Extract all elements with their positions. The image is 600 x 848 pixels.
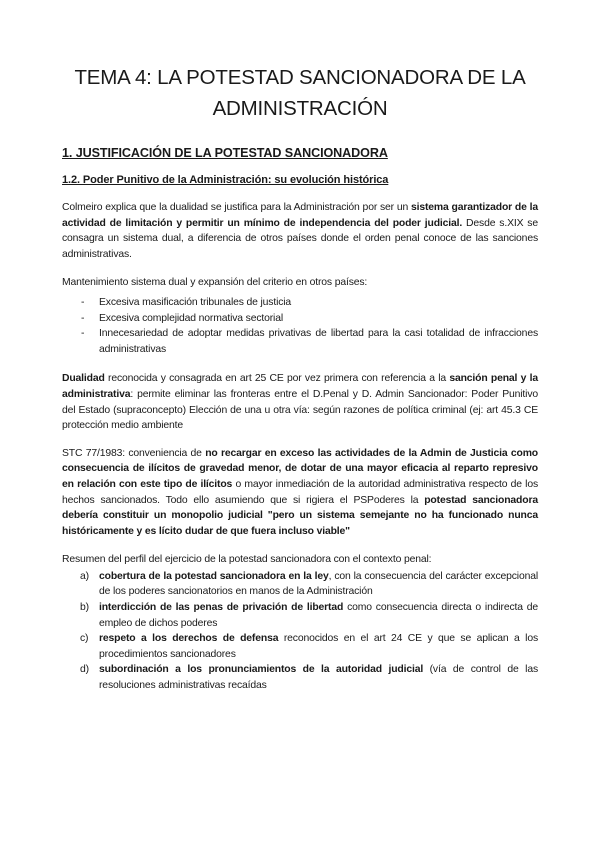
bold-text: potestad sancionadora debería constituir un monopolio judicial "pero un sistema semejante no ha funcionado nunca históricamente y es lícito dudar de que fuera incluso viable"	[62, 494, 538, 537]
text: como consecuencia directa o indirecta de empleo de dichos poderes	[99, 602, 538, 629]
dash-marker: -	[81, 312, 85, 324]
paragraph-dualidad	[62, 371, 538, 433]
list-item	[62, 569, 538, 600]
bold-text: no recargar en exceso las actividades de la Admin de Justicia como consecuencia de ilícitos de gravedad menor, de dotar de una mayor eficacia al reparto represivo en relación con este tipo de ilícitos	[62, 447, 538, 490]
bold-text: sanción penal y la administrativa	[62, 373, 538, 400]
bold-text: subordinación a los pronunciamientos de la autoridad judicial	[99, 664, 424, 676]
paragraph-mantenimiento: Mantenimiento sistema dual y expansión del criterio en otros países:	[62, 277, 368, 289]
list-item	[62, 662, 538, 693]
subsection-heading: 1.2. Poder Punitivo de la Administración: su evolución histórica	[62, 174, 389, 186]
list-item	[62, 311, 538, 327]
list-marker: d)	[80, 664, 89, 676]
bold-text: Dualidad	[62, 373, 105, 385]
paragraph-colmeiro	[62, 200, 538, 262]
bold-text: cobertura de la potestad sancionadora en la ley	[99, 570, 329, 582]
page-title: TEMA 4: LA POTESTAD SANCIONADORA DE LA ADMINISTRACIÓN	[74, 66, 526, 120]
lettered-list	[62, 569, 538, 694]
dash-list	[62, 295, 538, 357]
list-item	[62, 295, 538, 311]
list-item	[62, 326, 538, 357]
text: (vía de control de las resoluciones administrativas recaídas	[99, 664, 539, 692]
dash-marker: -	[81, 328, 85, 340]
list-marker: b)	[80, 602, 89, 614]
list-item	[62, 631, 538, 662]
text: reconocidos en el art 24 CE y que se aplican a los procedimientos sancionadores	[99, 633, 539, 660]
bold-text: interdicción de las penas de privación de libertad	[99, 602, 344, 614]
text: Desde s.XIX se consagra un sistema dual, a diferencia de otros países donde el orden penal conoce de las sanciones administrativas.	[62, 217, 538, 260]
text: , con la consecuencia del carácter excepcional de los poderes sancionatorios en manos de la Administración	[99, 570, 539, 598]
text: o mayor inmediación de la autoridad administrativa respecto de los hechos sancionados. Todo ello asumiendo que si rigiera el PSPoderes la	[62, 478, 539, 506]
paragraph-resumen: Resumen del perfil del ejercicio de la potestad sancionadora con el contexto penal:	[62, 554, 432, 566]
dash-marker: -	[81, 296, 85, 308]
section-heading: 1. JUSTIFICACIÓN DE LA POTESTAD SANCIONADORA	[62, 146, 388, 160]
list-marker: a)	[80, 570, 89, 582]
text: : permite eliminar las fronteras entre el D.Penal y D. Admin Sancionador: Poder Punitivo del Estado (supraconcepto) Elección de una u otra vía: según razones de política criminal (ej: art 45.3 CE protección medio ambiente	[62, 388, 538, 432]
list-item-text: Excesiva masificación tribunales de justicia	[99, 296, 292, 308]
paragraph-stc	[62, 446, 538, 540]
bold-text: respeto a los derechos de defensa	[99, 633, 279, 645]
bold-text: sistema garantizador de la actividad de limitación y permitir un mínimo de independencia del poder judicial.	[62, 202, 538, 229]
text: Colmeiro explica que la dualidad se justifica para la Administración por ser un	[62, 202, 411, 213]
list-item-text: Excesiva complejidad normativa sectorial	[99, 312, 283, 324]
list-marker: c)	[80, 633, 89, 645]
list-item-text: Innecesariedad de adoptar medidas privativas de libertad para la casi totalidad de infracciones administrativas	[99, 328, 538, 355]
text: STC 77/1983: conveniencia de	[62, 447, 206, 459]
list-item	[62, 600, 538, 631]
text: reconocida y consagrada en art 25 CE por vez primera con referencia a la	[104, 373, 450, 385]
